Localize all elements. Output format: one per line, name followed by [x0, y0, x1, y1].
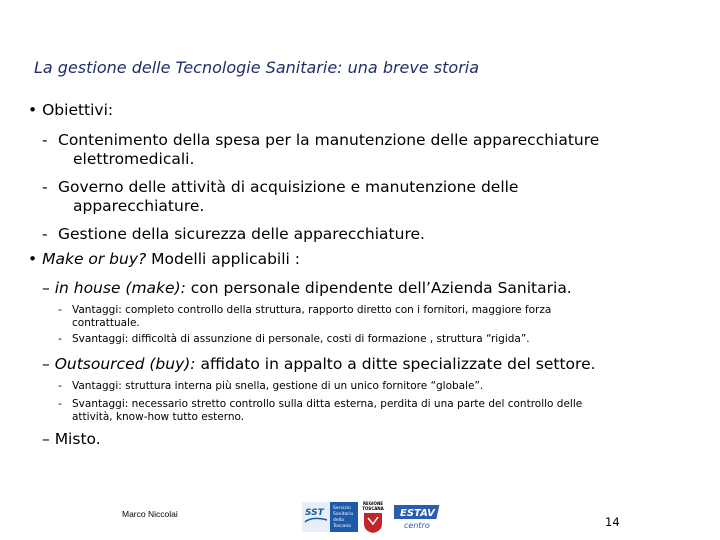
dash-marker: - — [42, 225, 48, 243]
make-or-buy-heading — [28, 250, 300, 268]
regione-toscana-logo — [360, 500, 386, 534]
in-house-rest: con personale dipendente dell’Azienda Sanitaria. — [185, 279, 572, 297]
bullet-icon: • — [28, 101, 38, 119]
dash-marker: - — [58, 398, 62, 410]
sst-logo-text-4: Toscana — [333, 524, 351, 529]
outsourced-rest: affidato in appalto a ditte specializzate del settore. — [195, 355, 596, 373]
dash-marker: - — [58, 380, 62, 392]
objectives-heading — [28, 101, 113, 119]
dash-marker: - — [42, 131, 48, 149]
sst-logo-mark: SST — [305, 508, 324, 518]
en-dash-marker: – — [42, 279, 50, 297]
sst-logo-text-2: Sanitario — [333, 512, 354, 517]
regione-logo-text-2: TOSCANA — [362, 506, 384, 511]
objective-item — [42, 225, 48, 243]
estav-logo-sub: centro — [404, 521, 430, 530]
in-house-detail-2-line1: Svantaggi: difficoltà di assunzione di personale, costi di formazione , struttura “rigida”. — [72, 333, 530, 345]
make-or-buy-rest: Modelli applicabili : — [146, 250, 300, 268]
objective-item-2-line1: Governo delle attività di acquisizione e manutenzione delle — [58, 178, 519, 196]
objective-item-2-line2: apparecchiature. — [73, 197, 205, 215]
objective-item — [42, 131, 48, 149]
in-house-line — [42, 279, 572, 297]
dash-marker: - — [42, 178, 48, 196]
en-dash-marker: – — [42, 430, 50, 448]
sst-logo-text-1: Servizio — [333, 506, 351, 511]
slide-title: La gestione delle Tecnologie Sanitarie: una breve storia — [34, 58, 480, 77]
outsourced-detail-2-line2: attività, know-how tutto esterno. — [72, 411, 245, 423]
en-dash-marker: – — [42, 355, 50, 373]
dash-marker: - — [58, 304, 62, 316]
in-house-italic: in house (make): — [54, 279, 186, 297]
make-or-buy-italic: Make or buy? — [42, 250, 147, 268]
outsourced-detail-1-line1: Vantaggi: struttura interna più snella, gestione di un unico fornitore “globale”. — [72, 380, 484, 392]
misto-label: Misto. — [54, 430, 101, 448]
estav-logo — [394, 502, 440, 532]
in-house-detail-1-line1: Vantaggi: completo controllo della struttura, rapporto diretto con i fornitori, maggiore forza — [72, 304, 552, 316]
estav-logo-mark: ESTAV — [400, 508, 435, 519]
page-number: 14 — [605, 515, 620, 529]
bullet-icon: • — [28, 250, 38, 268]
outsourced-italic: Outsourced (buy): — [54, 355, 196, 373]
outsourced-line — [42, 355, 596, 373]
outsourced-detail-2-line1: Svantaggi: necessario stretto controllo sulla ditta esterna, perdita di una parte del controllo delle — [72, 398, 583, 410]
objective-item-1-line2: elettromedicali. — [73, 150, 195, 168]
objectives-label: Obiettivi: — [42, 101, 114, 119]
dash-marker: - — [58, 333, 62, 345]
misto-line — [42, 430, 101, 448]
in-house-detail-1-line2: contrattuale. — [72, 317, 140, 329]
objective-item — [42, 178, 48, 196]
footer-author: Marco Niccolai — [122, 509, 178, 519]
sst-logo — [302, 502, 358, 532]
objective-item-1-line1: Contenimento della spesa per la manutenzione delle apparecchiature — [58, 131, 600, 149]
objective-item-3-line1: Gestione della sicurezza delle apparecchiature. — [58, 225, 425, 243]
regione-logo-text-1: REGIONE — [362, 501, 384, 506]
sst-logo-text-3: della — [333, 518, 344, 523]
